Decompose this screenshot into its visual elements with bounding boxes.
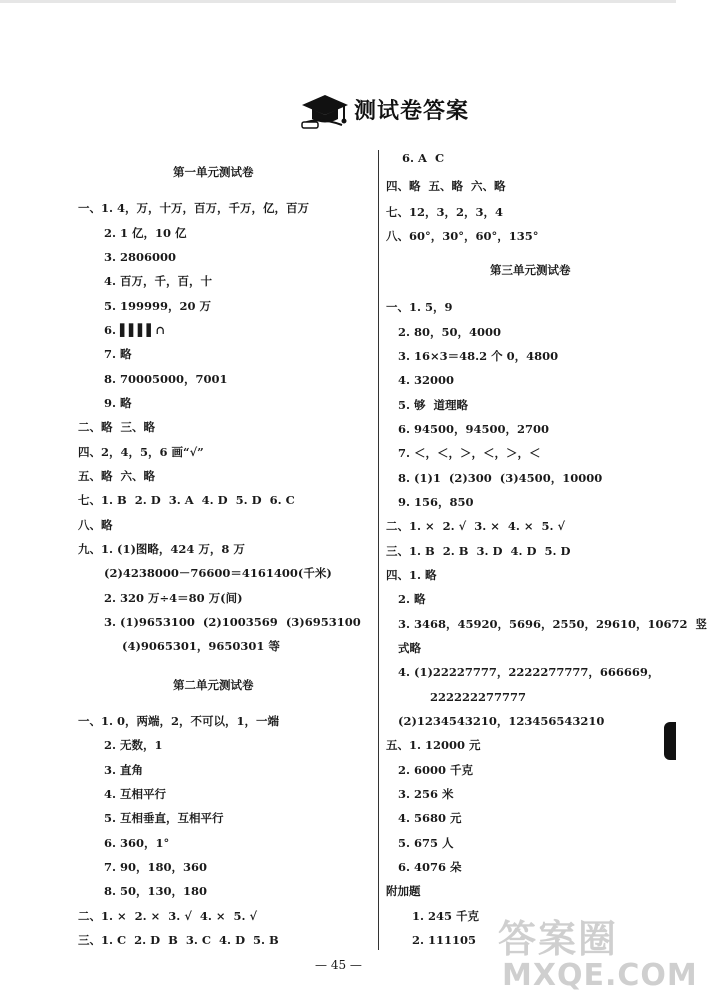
answer-line: 9. 略 xyxy=(104,396,132,410)
answer-line: 七、1. B 2. D 3. A 4. D 5. D 6. C xyxy=(78,493,295,507)
answer-line: 5. 675 人 xyxy=(398,836,454,850)
answer-line: 附加题 xyxy=(386,884,421,898)
answer-line: 8. 70005000，7001 xyxy=(104,372,228,386)
watermark xyxy=(498,908,698,998)
answer-line: (4)9065301，9650301 等 xyxy=(122,639,280,653)
watermark-url: MXQE.COM xyxy=(502,958,698,993)
answer-line: 二、1. × 2. √ 3. × 4. × 5. √ xyxy=(386,519,566,533)
answer-line: 2. 略 xyxy=(398,592,426,606)
answer-line: 8. (1)1 (2)300 (3)4500，10000 xyxy=(398,471,603,485)
answer-line: 3. 256 米 xyxy=(398,787,454,801)
answer-line: 三、1. C 2. D B 3. C 4. D 5. B xyxy=(78,933,279,947)
answer-line: 一、1. 0，两端，2，不可以，1，一端 xyxy=(78,714,280,728)
section-heading: 第三单元测试卷 xyxy=(490,263,571,277)
left-answer-column xyxy=(78,166,368,947)
page-header xyxy=(300,84,469,134)
answer-line: 九、1. (1)图略，424 万，8 万 xyxy=(78,542,245,556)
answer-line: (2)1234543210，123456543210 xyxy=(398,714,605,728)
answer-line: 4. 5680 元 xyxy=(398,811,462,825)
answer-line: 222222277777 xyxy=(430,690,527,704)
answer-line: 式略 xyxy=(398,641,421,655)
answer-line: 3. 2806000 xyxy=(104,250,177,264)
page-edge-tab xyxy=(664,722,676,760)
answer-line: 2. 111105 xyxy=(412,933,477,947)
answer-line: 9. 156，850 xyxy=(398,495,474,509)
answer-line: 2. 320 万÷4＝80 万(间) xyxy=(104,591,243,605)
answer-line: 7. ＜，＜，＞，＜，＞，＜ xyxy=(398,446,541,460)
graduation-cap-icon xyxy=(300,89,350,129)
right-answer-column xyxy=(386,151,707,947)
answer-line: 5. 够 道理略 xyxy=(398,398,469,412)
answer-line: 四、1. 略 xyxy=(386,568,437,582)
answer-line: 5. 互相垂直，互相平行 xyxy=(104,811,224,825)
answer-line: 1. 245 千克 xyxy=(412,909,480,923)
answer-line: 8. 50，130，180 xyxy=(104,884,208,898)
answer-line: 二、1. × 2. × 3. √ 4. × 5. √ xyxy=(78,909,258,923)
answer-line: 6. 360，1° xyxy=(104,836,170,850)
answer-line: 3. 16×3＝48.2 个 0，4800 xyxy=(398,349,559,363)
answer-line: 4. 32000 xyxy=(398,373,455,387)
answer-line: 八、60°，30°，60°，135° xyxy=(386,229,539,243)
answer-line: 6. 94500，94500，2700 xyxy=(398,422,550,436)
answer-line: 四、2，4，5，6 画“√” xyxy=(78,445,204,459)
answer-line: 二、略 三、略 xyxy=(78,420,156,434)
top-rule xyxy=(0,0,676,3)
answer-line: 3. (1)9653100 (2)1003569 (3)6953100 xyxy=(104,615,361,629)
answer-line: 一、1. 4，万，十万，百万，千万，亿，百万 xyxy=(78,201,310,215)
answer-line: 七、12，3，2，3，4 xyxy=(386,205,504,219)
answer-line: (2)4238000－76600＝4161400(千米) xyxy=(104,566,332,580)
answer-line: 四、略 五、略 六、略 xyxy=(386,179,506,193)
answer-line: 7. 90，180，360 xyxy=(104,860,208,874)
answer-line: 2. 6000 千克 xyxy=(398,763,474,777)
answer-line: 八、略 xyxy=(78,518,113,532)
column-divider xyxy=(378,150,379,950)
page-title: 测试卷答案 xyxy=(354,98,470,124)
answer-line: 2. 80，50，4000 xyxy=(398,325,502,339)
section-heading: 第一单元测试卷 xyxy=(173,165,254,179)
answer-line: 4. 百万，千，百，十 xyxy=(104,274,213,288)
answer-line: 3. 3468，45920，5696，2550，29610，10672 竖 xyxy=(398,617,707,631)
answer-line: 5. 199999，20 万 xyxy=(104,299,212,313)
answer-line: 三、1. B 2. B 3. D 4. D 5. D xyxy=(386,544,571,558)
page-number: — 45 — xyxy=(315,958,362,972)
answer-line: 五、略 六、略 xyxy=(78,469,156,483)
answer-line: 一、1. 5，9 xyxy=(386,300,453,314)
answer-line: 4. 互相平行 xyxy=(104,787,167,801)
answer-line: 2. 无数，1 xyxy=(104,738,163,752)
answer-line: 6. 4076 朵 xyxy=(398,860,462,874)
answer-line: 4. (1)22227777，2222277777，666669， xyxy=(398,665,660,679)
answer-line: 6. ▌▌▌▌∩ xyxy=(104,323,166,337)
watermark-text: 答案圈 xyxy=(498,917,619,961)
answer-line: 3. 直角 xyxy=(104,763,144,777)
section-heading: 第二单元测试卷 xyxy=(173,678,254,692)
answer-line: 6. A C xyxy=(402,151,445,165)
answer-line: 7. 略 xyxy=(104,347,132,361)
answer-line: 五、1. 12000 元 xyxy=(386,738,481,752)
answer-line: 2. 1 亿，10 亿 xyxy=(104,226,187,240)
